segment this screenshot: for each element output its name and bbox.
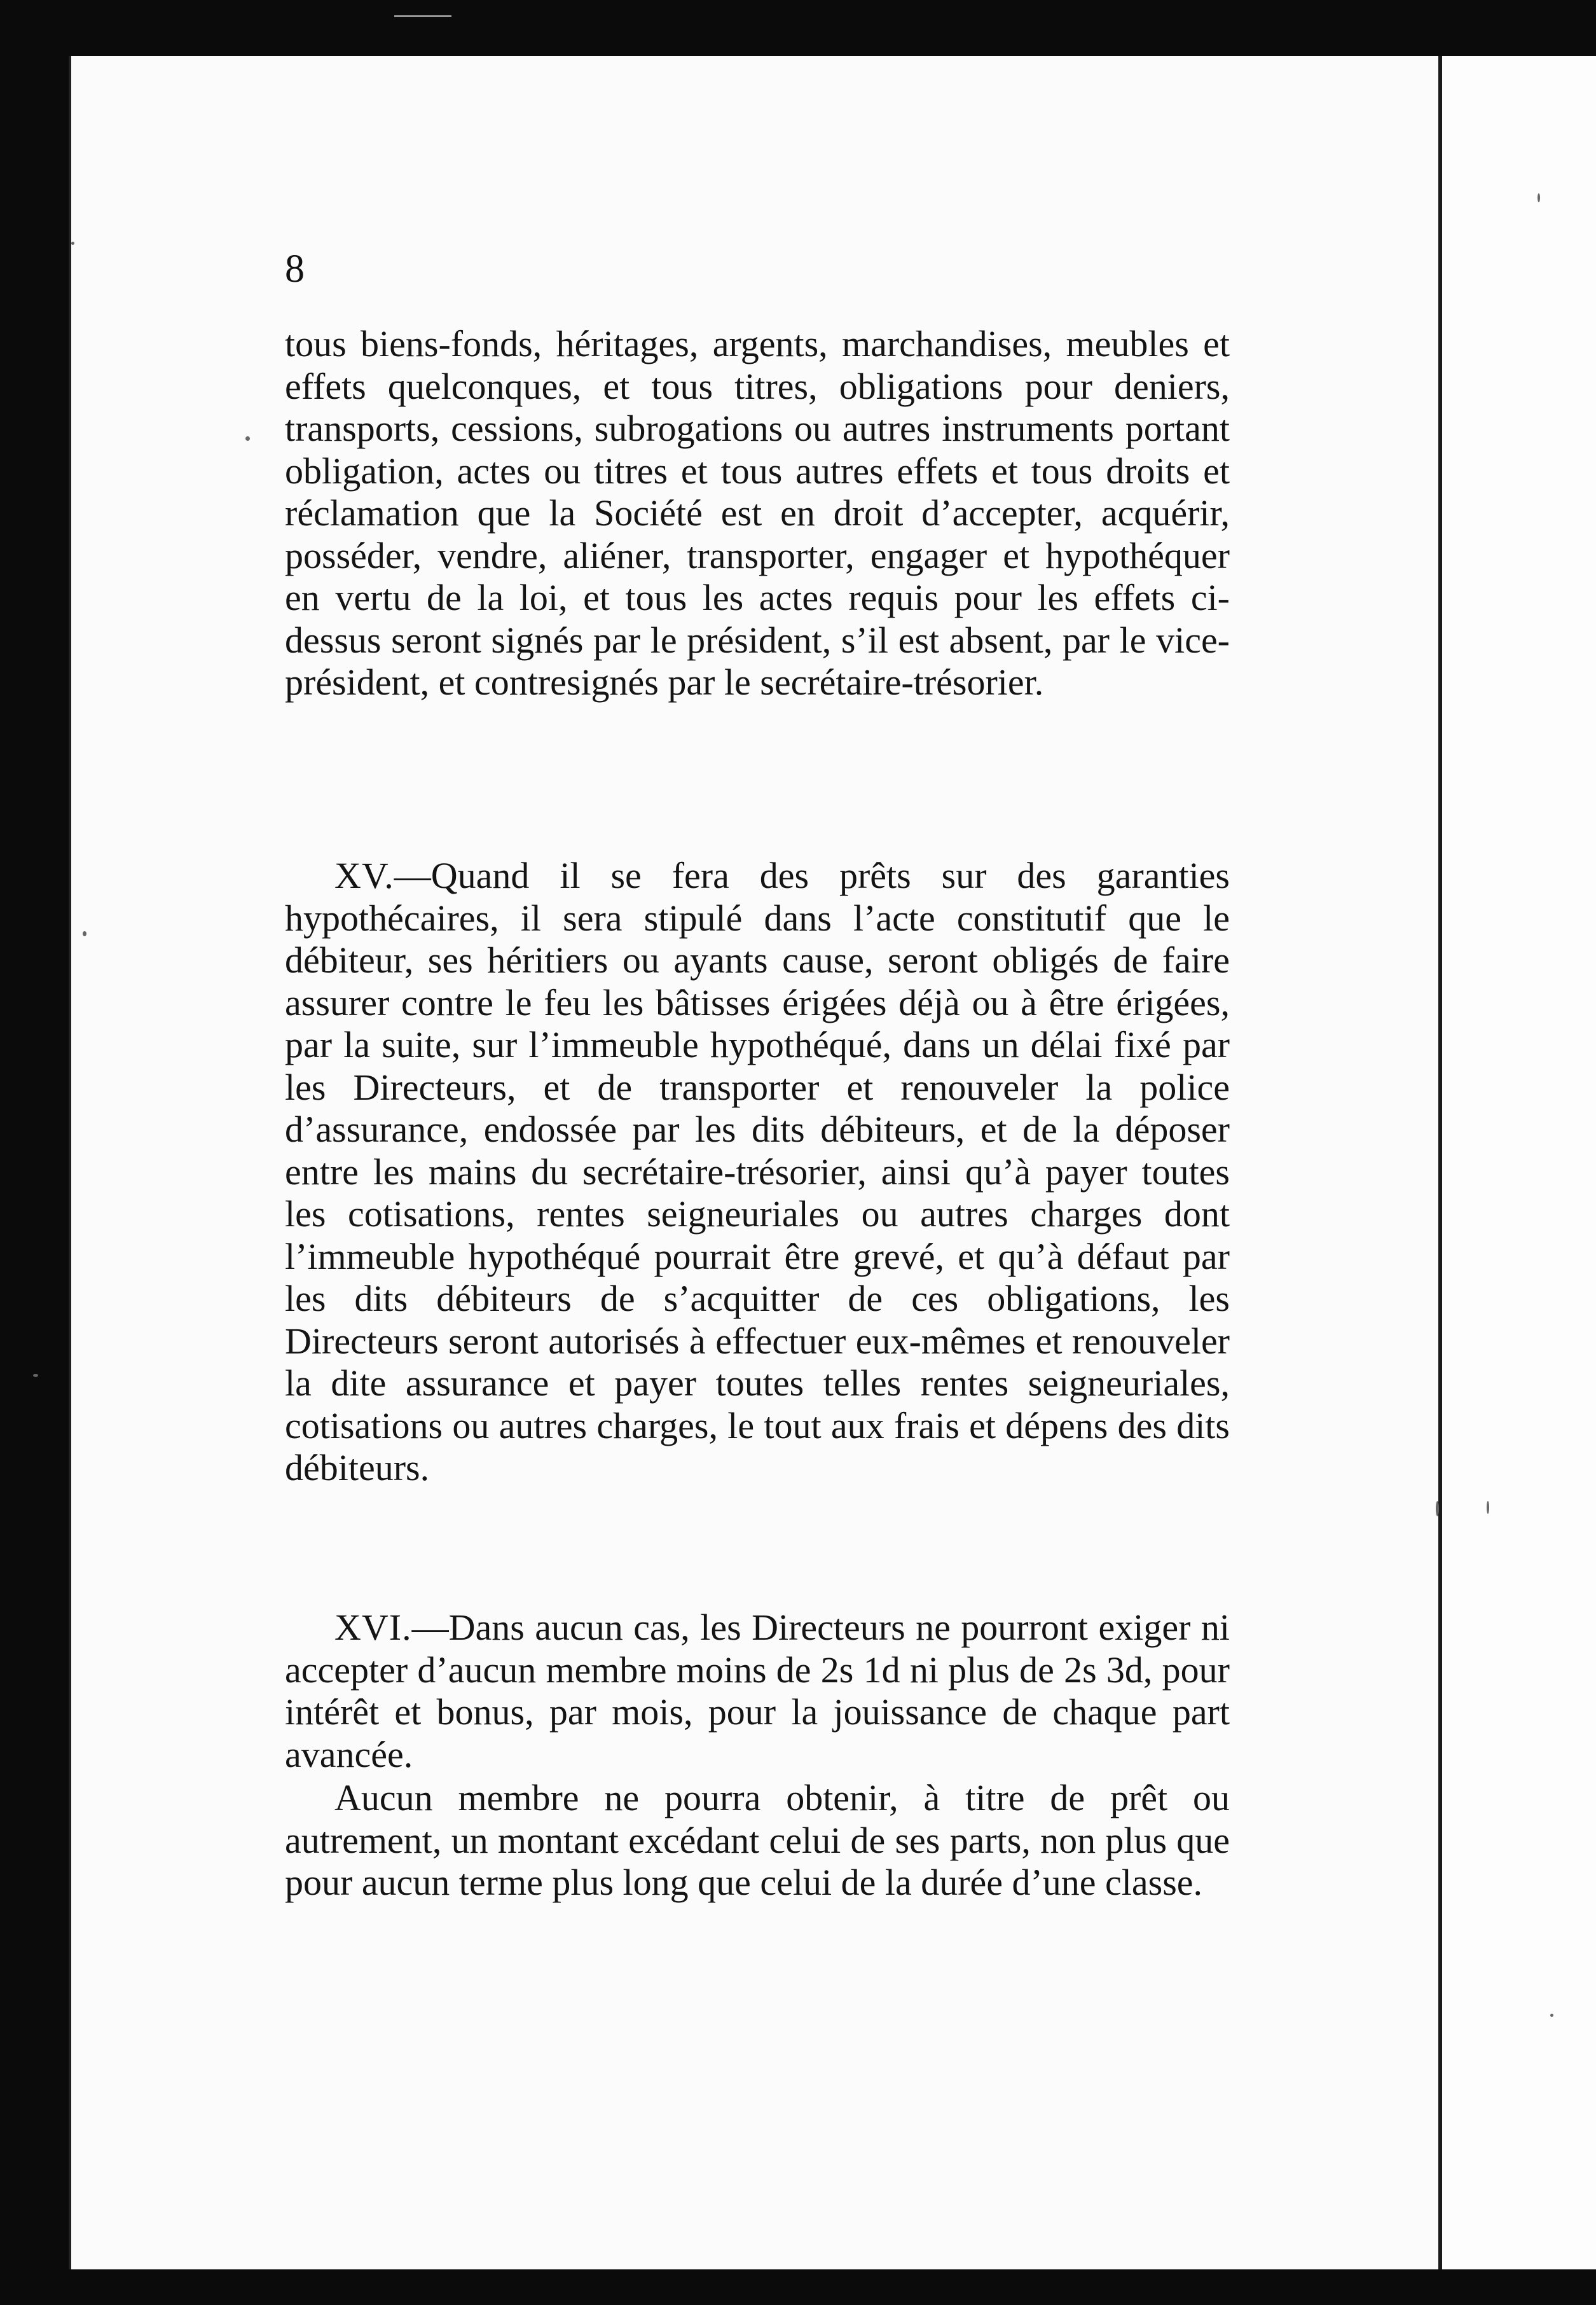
article-number: XV. (334, 855, 394, 896)
article-xv (285, 855, 1230, 1490)
article-text: —Quand il se fera des prêts sur des garanties hypothécaires, il sera stipulé dans l’acte constitutif que le débiteur, ses héritiers ou ayants cause, seront obligés de faire assurer contre le feu les bâtisses érigées déjà ou à être érigées, par la suite, sur l’immeuble hypothéqué, dans un délai fixé par les Directeurs, et de transporter et renouveler la police d’assurance, endossée par les dits débiteurs, et de la déposer entre les mains du secrétaire-trésorier, ainsi qu’à payer toutes les cotisations, rentes seigneuriales ou autres charges dont l’immeuble hypothéqué pourrait être grevé, et qu’à défaut par les dits débiteurs de s’acquitter de ces obligations, les Directeurs seront autorisés à effectuer eux-mêmes et renouveler la dite assurance et payer toutes telles rentes seigneuriales, cotisations ou autres charges, le tout aux frais et dépens des dits débiteurs. (285, 855, 1230, 1488)
facing-page-edge (1442, 56, 1596, 2269)
paragraph-text: Aucun membre ne pourra obtenir, à titre de prêt ou autrement, un montant excédant celui de ses parts, non plus que pour aucun terme plus long que celui de la durée d’une classe. (285, 1777, 1230, 1903)
scan-edge-mark (394, 15, 451, 17)
article-xvi-continuation (285, 1777, 1230, 1904)
paragraph-text: tous biens-fonds, héritages, argents, marchandises, meubles et effets quelconques, et tous titres, obligations pour deniers, transports, cessions, subrogations ou autres instruments portant obligation, actes ou titres et tous autres effets et tous droits et réclamation que la Société est en droit d’accepter, acquérir, posséder, vendre, aliéner, transporter, engager et hypothéquer en vertu de la loi, et tous les actes requis pour les effets ci-dessus seront signés par le président, s’il est absent, par le vice-président, et contresignés par le secrétaire-trésorier. (285, 323, 1230, 703)
page-number: 8 (285, 247, 305, 291)
article-number: XVI. (334, 1607, 412, 1648)
article-text: —Dans aucun cas, les Directeurs ne pourront exiger ni accepter d’aucun membre moins de 2s 1d ni plus de 2s 3d, pour intérêt et bonus, par mois, pour la jouissance de chaque part avancée. (285, 1607, 1230, 1775)
article-xvi (285, 1607, 1230, 1776)
paragraph-continuation (285, 323, 1230, 704)
